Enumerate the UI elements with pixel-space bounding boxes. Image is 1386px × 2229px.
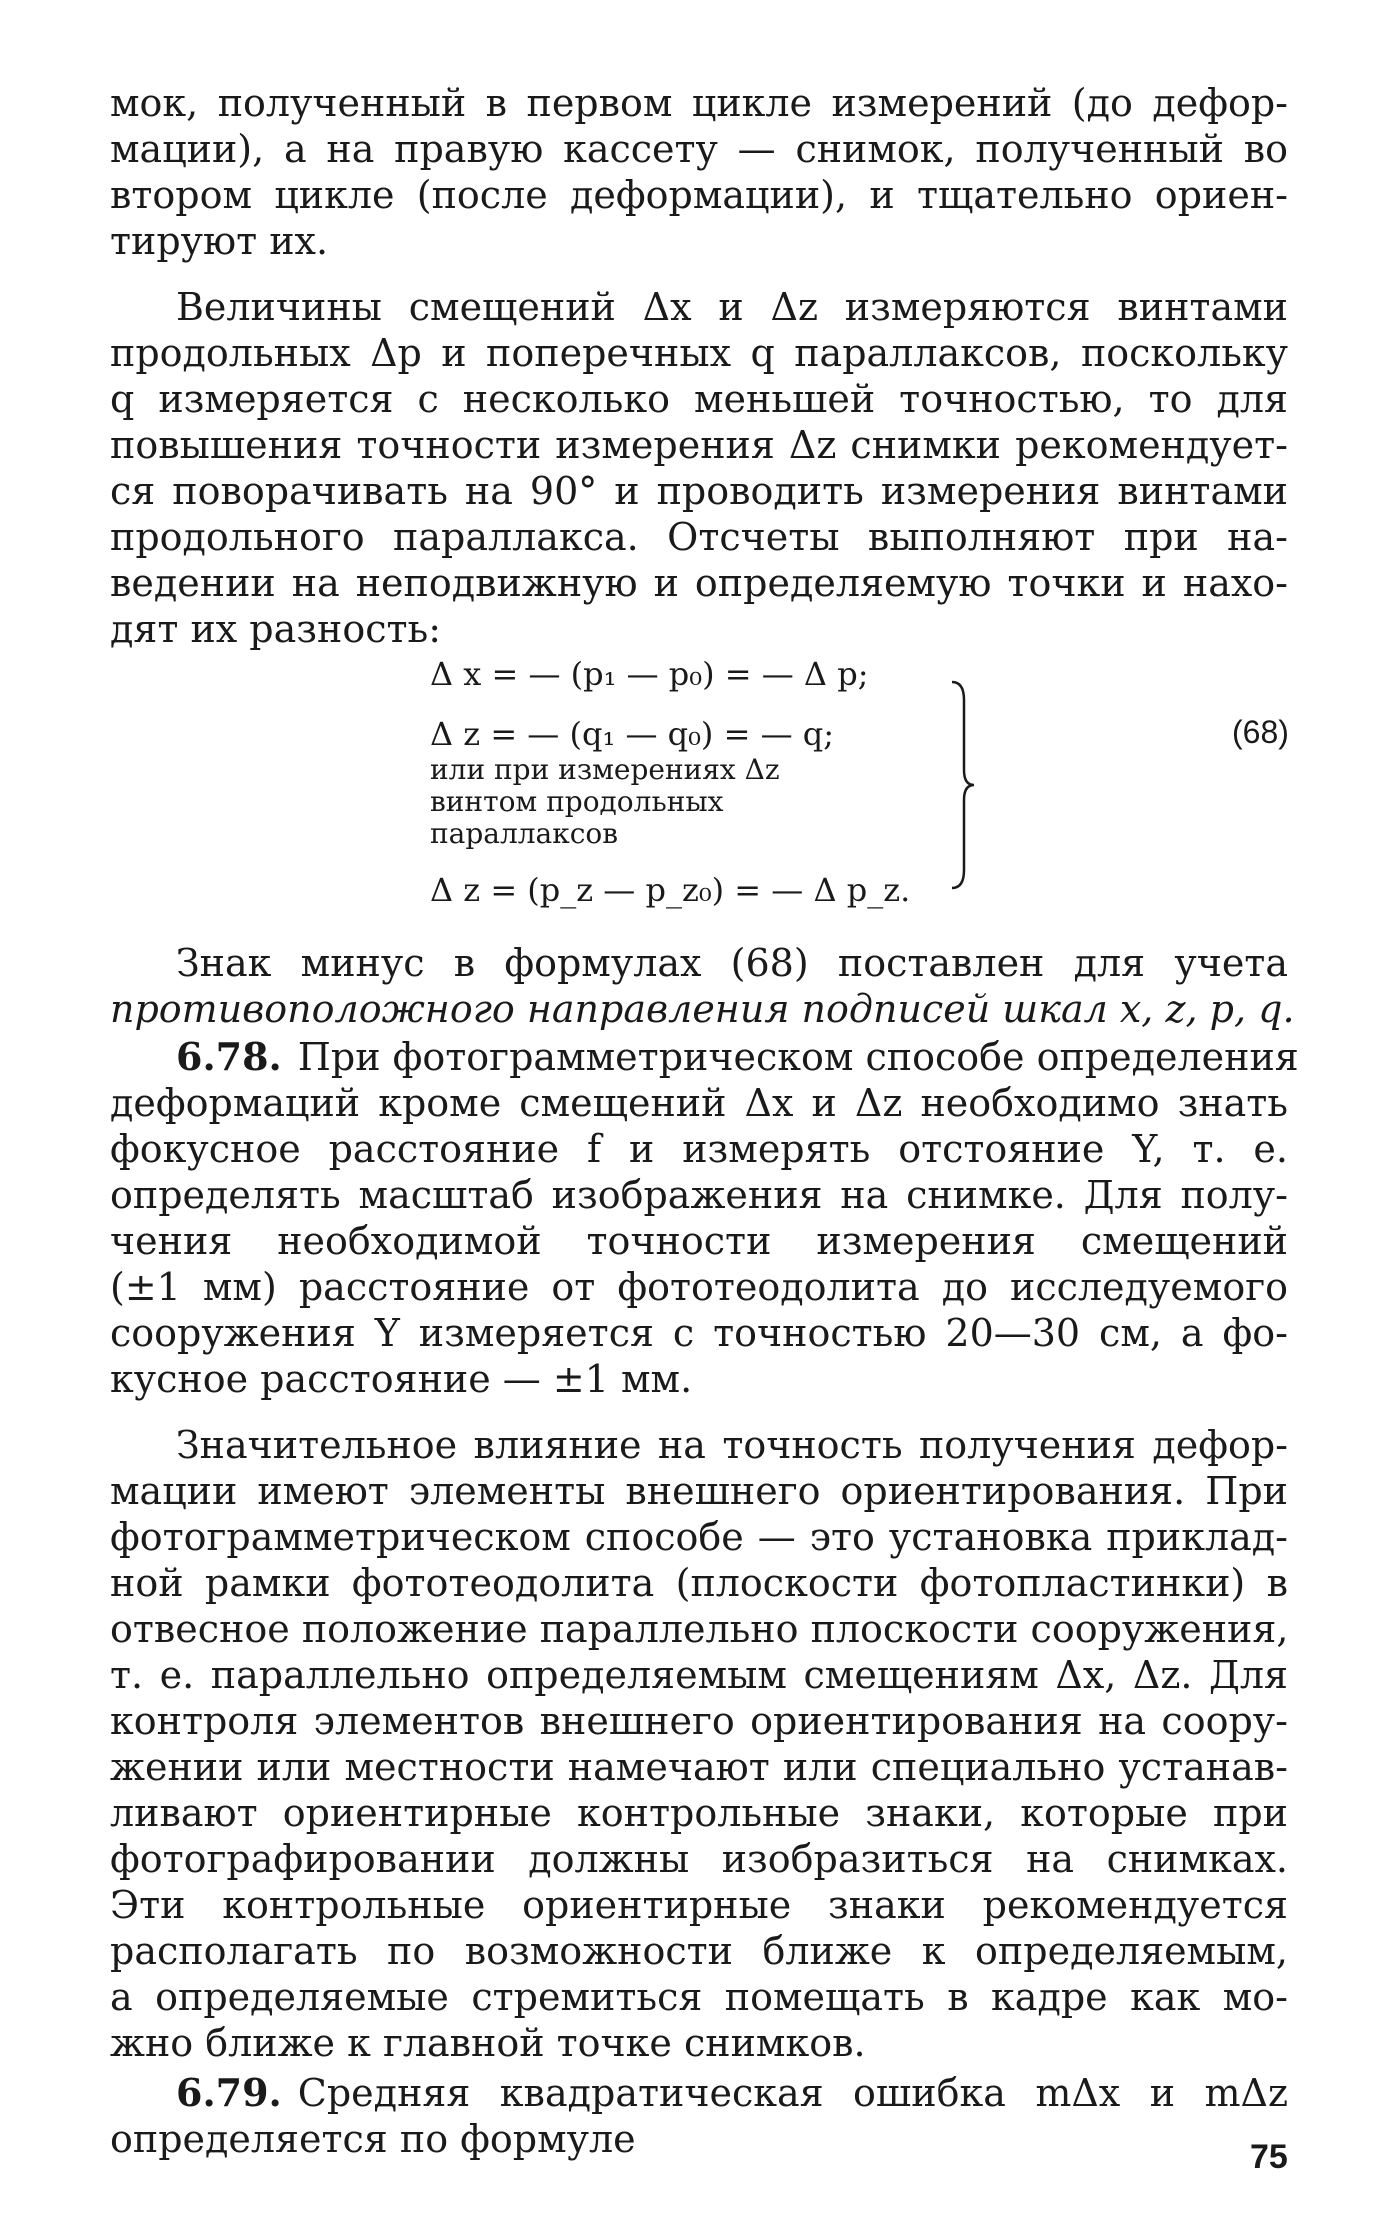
page-number: 75 (1250, 2138, 1288, 2176)
section-number: 6.79. (176, 2070, 282, 2115)
right-brace-icon (950, 680, 976, 890)
text-line: тируют их. (110, 219, 329, 263)
formula-delta-x: Δ x = — (p₁ — p₀) = — Δ p; (430, 655, 869, 693)
text-line: продольных Δp и поперечных q параллаксов, поскольку (110, 331, 1288, 375)
text-line: ной рамки фототеодолита (плоскости фотопластинки) в (110, 1561, 1288, 1605)
text-line: продольного параллакса. Отсчеты выполняют при на- (110, 515, 1288, 559)
text-line: ведении на неподвижную и определяемую точки и нахо- (110, 561, 1288, 605)
text-line: контроля элементов внешнего ориентирования на соору- (110, 1699, 1288, 1743)
text-line: фокусное расстояние f и измерять отстояние Y, т. е. (110, 1127, 1288, 1171)
formula-note-line: или при измерениях Δz (430, 753, 780, 786)
section-number: 6.78. (176, 1034, 282, 1079)
formula-note-line: параллаксов (430, 817, 619, 850)
text-line: втором цикле (после деформации), и тщательно ориен- (110, 173, 1288, 217)
text-line: Средняя квадратическая ошибка mΔx и mΔz (297, 2071, 1288, 2115)
text-line: Эти контрольные ориентирные знаки рекомендуется (110, 1883, 1288, 1927)
text-line: жении или местности намечают или специально устанав- (110, 1745, 1288, 1789)
text-line: мок, полученный в первом цикле измерений (до дефор- (110, 81, 1288, 125)
text-line: противоположного направления подписей шкал x, z, p, q. (110, 987, 1295, 1031)
text-line: фотографировании должны изобразиться на снимках. (110, 1837, 1288, 1881)
formula-delta-z-pz: Δ z = (p_z — p_z₀) = — Δ p_z. (430, 871, 911, 909)
equation-number: (68) (1232, 714, 1289, 750)
text-line: мации), а на правую кассету — снимок, полученный во (110, 127, 1288, 171)
section-line (176, 1034, 1299, 1080)
text-line: определяется по формуле (110, 2117, 636, 2161)
text-line: деформаций кроме смещений Δx и Δz необходимо знать (110, 1081, 1288, 1125)
text-line: ся поворачивать на 90° и проводить измерения винтами (110, 469, 1288, 513)
text-line: Значительное влияние на точность получения дефор- (176, 1423, 1288, 1467)
formula-delta-z: Δ z = — (q₁ — q₀) = — q; (430, 715, 834, 753)
text-line: отвесное положение параллельно плоскости сооружения, (110, 1607, 1289, 1651)
section-line (176, 2070, 1288, 2116)
text-line: мации имеют элементы внешнего ориентирования. При (110, 1469, 1288, 1513)
text-line: располагать по возможности ближе к определяемым, (110, 1929, 1288, 1973)
formula-note-line: винтом продольных (430, 785, 724, 818)
text-line: а определяемые стремиться помещать в кадре как мо- (110, 1975, 1288, 2019)
text-line: фотограмметрическом способе — это установка приклад- (110, 1515, 1288, 1559)
text-line: дят их разность: (110, 607, 442, 651)
text-line: q измеряется с несколько меньшей точностью, то для (110, 377, 1288, 421)
text-line: жно ближе к главной точке снимков. (110, 2021, 866, 2065)
text-line: т. е. параллельно определяемым смещениям Δx, Δz. Для (110, 1653, 1288, 1697)
text-line: повышения точности измерения Δz снимки рекомендует- (110, 423, 1288, 467)
text-line: Величины смещений Δx и Δz измеряются винтами (176, 285, 1288, 329)
text-line: определять масштаб изображения на снимке. Для полу- (110, 1173, 1288, 1217)
text-line: чения необходимой точности измерения смещений (110, 1219, 1288, 1263)
text-line: ливают ориентирные контрольные знаки, которые при (110, 1791, 1288, 1835)
text-line: кусное расстояние — ±1 мм. (110, 1357, 693, 1401)
text-line: (±1 мм) расстояние от фототеодолита до исследуемого (110, 1265, 1288, 1309)
text-line: При фотограмметрическом способе определения (297, 1035, 1299, 1079)
text-line: сооружения Y измеряется с точностью 20—30 см, а фо- (110, 1311, 1288, 1355)
text-line: Знак минус в формулах (68) поставлен для учета (176, 941, 1288, 985)
